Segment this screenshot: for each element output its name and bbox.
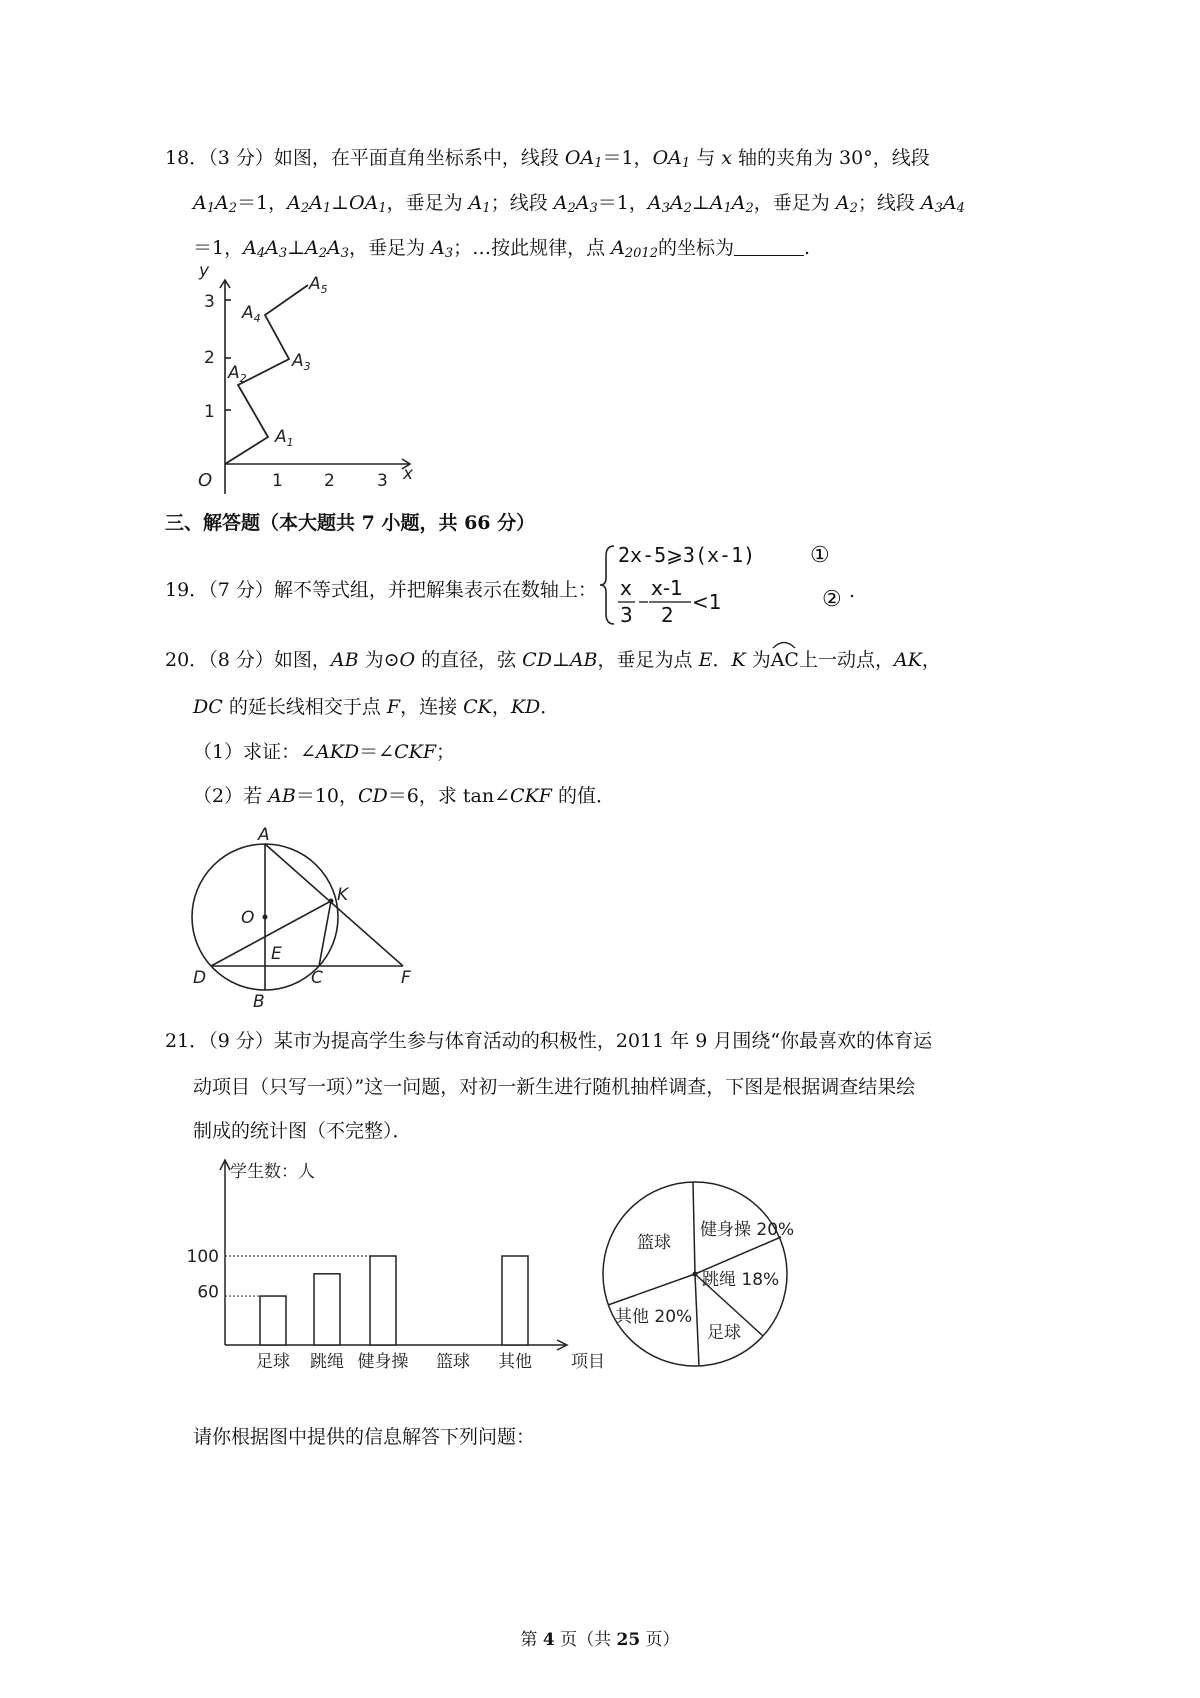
pie-label-aerobics: 健身操 20% xyxy=(700,1220,795,1240)
q20-text: 为 xyxy=(745,649,771,671)
math: $A_3A_2$ xyxy=(647,192,692,216)
math-oa1: $OA_1$ xyxy=(564,147,603,171)
arc-label: AC xyxy=(770,649,799,671)
origin-label: O xyxy=(198,470,213,491)
math: KD xyxy=(510,696,541,718)
q18-text: ，垂足为 xyxy=(753,192,836,214)
q20-text: ，垂足为点 xyxy=(597,649,699,671)
q18-text: ＝1， xyxy=(237,192,288,214)
q18-line1 xyxy=(165,146,930,170)
q18-coordinate-figure xyxy=(190,262,430,497)
ineq2-3: 3 xyxy=(620,603,633,627)
y-tick-3: 3 xyxy=(204,292,215,312)
q20-text: ，连接 xyxy=(400,696,464,718)
q20-part2 xyxy=(193,784,615,808)
inequality-2-mark: ② xyxy=(822,587,842,612)
x-tick-3: 3 xyxy=(377,471,388,491)
q18-text: ＝1， xyxy=(193,237,244,259)
point-a4: $A_4$ xyxy=(242,303,261,325)
q21-ask: 请你根据图中提供的信息解答下列问题： xyxy=(193,1426,536,1448)
math: E xyxy=(698,649,713,671)
math: CD xyxy=(358,785,388,807)
math-oa1: $OA_1$ xyxy=(652,147,691,171)
q19-end: . xyxy=(849,580,856,602)
label-e: E xyxy=(271,944,282,964)
math: $A_2A_3$ xyxy=(553,192,598,216)
q20-circle-figure xyxy=(185,825,430,1015)
line-ck xyxy=(319,901,331,966)
q18-text: ＝1， xyxy=(602,147,653,169)
label-d: D xyxy=(193,968,207,988)
pie-chart xyxy=(600,1175,820,1375)
q18-text: ；线段 xyxy=(490,192,554,214)
math: CKF xyxy=(510,785,552,807)
bar-category-0: 足球 xyxy=(256,1352,290,1372)
q20-text: ， xyxy=(921,649,941,671)
math: $A_1$ xyxy=(468,192,491,216)
pie-divider-football-other xyxy=(695,1274,699,1366)
point-a3: $A_3$ xyxy=(292,351,311,373)
arc-ac xyxy=(771,648,799,672)
label-b: B xyxy=(253,992,265,1012)
q20-text: 为⊙ xyxy=(358,649,400,671)
bar-category-2: 健身操 xyxy=(357,1352,409,1372)
q21-line3: 制成的统计图（不完整）． xyxy=(193,1120,412,1142)
q20-text: ＝10， xyxy=(295,785,359,807)
pie-label-rope: 跳绳 18% xyxy=(702,1270,780,1290)
q18-score: （3 分） xyxy=(208,147,274,169)
q20-number: 20． xyxy=(165,649,209,671)
q20-text: 的直径，弦 xyxy=(415,649,523,671)
page-number: 4 xyxy=(542,1630,555,1650)
q19-score: （7 分） xyxy=(208,579,274,601)
bar-chart xyxy=(185,1150,605,1380)
math: $A_2$ xyxy=(835,192,858,216)
y-axis-label: y xyxy=(199,261,210,281)
math: CD xyxy=(522,649,552,671)
q21-line1 xyxy=(165,1029,932,1053)
q20-line1 xyxy=(165,648,941,672)
label-k: K xyxy=(337,885,349,905)
math: $A_3A_4$ xyxy=(920,192,965,216)
q18-text: ，垂足为 xyxy=(349,237,432,259)
bar-y-tick-1: 100 xyxy=(186,1247,219,1267)
q18-text: ＝1， xyxy=(597,192,648,214)
math: AB xyxy=(330,649,359,671)
math: DC xyxy=(193,696,223,718)
q18-text: ⊥ xyxy=(287,237,305,259)
math: $A_{2012}$ xyxy=(611,237,658,261)
math: AKD xyxy=(316,741,360,763)
q18-text: ，垂足为 xyxy=(386,192,469,214)
inequality-2 xyxy=(615,575,745,627)
x-tick-2: 2 xyxy=(324,471,335,491)
math: AB xyxy=(268,785,296,807)
page-footer xyxy=(0,1625,1200,1650)
q19-number: 19． xyxy=(165,579,209,601)
bar-4 xyxy=(502,1256,528,1345)
math: $A_1A_2$ xyxy=(709,192,754,216)
footer-text: 第 xyxy=(520,1630,543,1650)
point-a5: $A_5$ xyxy=(309,274,328,296)
center-dot xyxy=(263,915,268,920)
q18-text: . xyxy=(803,237,811,259)
q20-text: 如图， xyxy=(273,649,331,671)
q18-text: ⊥ xyxy=(331,192,350,214)
math: $A_4A_3$ xyxy=(243,237,288,261)
q19-text: 解不等式组，并把解集表示在数轴上： xyxy=(273,579,597,601)
ineq2-rest: <1 xyxy=(692,590,722,614)
q18-text: 的坐标为 xyxy=(657,237,734,259)
ineq2-numerator: x-1 xyxy=(651,576,683,600)
q20-text: 上一动点， xyxy=(798,649,894,671)
q18-text: ⊥ xyxy=(691,192,710,214)
bar-y-tick-0: 60 xyxy=(197,1282,219,1303)
q21-number: 21． xyxy=(165,1030,209,1052)
math: F xyxy=(386,696,401,718)
bar-0 xyxy=(260,1296,286,1345)
q20-text: ． xyxy=(540,696,560,718)
q20-text: 的值． xyxy=(551,785,616,807)
label-a: A xyxy=(258,825,270,845)
line-af xyxy=(265,844,403,966)
bar-y-label: 学生数：人 xyxy=(230,1162,315,1182)
math: AB xyxy=(569,649,598,671)
q21-text: 某市为提高学生参与体育活动的积极性，2011 年 9 月围绕“你最喜欢的体育运 xyxy=(273,1030,933,1052)
bar-1 xyxy=(314,1274,340,1345)
inequality-1-mark: ① xyxy=(810,543,830,568)
q18-text: ；线段 xyxy=(857,192,921,214)
q20-text: ， xyxy=(491,696,511,718)
q20-score: （8 分） xyxy=(208,649,274,671)
q20-text: 的延长线相交于点 xyxy=(222,696,387,718)
q18-line3 xyxy=(193,236,810,260)
ineq2-x: x xyxy=(620,576,632,600)
math: $A_2A_3$ xyxy=(305,237,350,261)
y-tick-2: 2 xyxy=(204,348,215,368)
pie-divider-basketball-aerobics xyxy=(693,1182,695,1274)
pie-label-other: 其他 20% xyxy=(615,1307,693,1327)
math: $A_3$ xyxy=(431,237,454,261)
q20-text: （2）若 xyxy=(193,785,269,807)
math: AK xyxy=(893,649,922,671)
math: CK xyxy=(463,696,492,718)
x-axis-label: x xyxy=(403,464,414,484)
q20-line2 xyxy=(193,695,559,719)
q18-text: 与 xyxy=(690,147,722,169)
q18-text: ；…按此规律，点 xyxy=(453,237,612,259)
pie-center xyxy=(693,1272,698,1277)
math: O xyxy=(399,649,416,671)
footer-text: 页（共 xyxy=(554,1630,617,1650)
q18-line2 xyxy=(193,191,965,215)
pie-divider-aerobics-rope xyxy=(695,1237,781,1274)
q20-text: （1）求证：∠ xyxy=(193,741,317,763)
label-o: O xyxy=(241,908,255,928)
point-a1: $A_1$ xyxy=(275,427,294,449)
math: CKF xyxy=(394,741,437,763)
label-c: C xyxy=(311,968,323,988)
q18-number: 18． xyxy=(165,147,209,169)
bar-2 xyxy=(370,1256,396,1345)
q20-text: ； xyxy=(436,741,456,763)
q21-line2: 动项目（只写一项）”这一问题，对初一新生进行随机抽样调查，下图是根据调查结果绘 xyxy=(193,1076,916,1098)
label-f: F xyxy=(401,968,411,988)
q20-text: ⊥ xyxy=(551,649,570,671)
pie-label-basketball: 篮球 xyxy=(637,1233,671,1253)
q21-score: （9 分） xyxy=(208,1030,274,1052)
q18-text: 如图，在平面直角坐标系中，线段 xyxy=(273,147,565,169)
q20-part1 xyxy=(193,740,455,764)
answer-blank xyxy=(734,237,804,256)
y-tick-1: 1 xyxy=(204,402,215,422)
q20-text: ． xyxy=(712,649,732,671)
x-tick-1: 1 xyxy=(272,471,283,491)
bar-category-1: 跳绳 xyxy=(310,1352,344,1372)
math: $A_1A_2$ xyxy=(193,192,238,216)
q18-text: 轴的夹角为 30°，线段 xyxy=(731,147,930,169)
ineq2-denominator: 2 xyxy=(661,603,674,627)
total-pages: 25 xyxy=(616,1630,641,1650)
math: $OA_1$ xyxy=(349,192,387,216)
footer-text: 页） xyxy=(640,1630,680,1650)
pie-divider-other-basketball xyxy=(608,1274,695,1305)
pie-label-football: 足球 xyxy=(707,1323,741,1343)
math-x: x xyxy=(721,147,732,169)
inequality-1: 2x-5⩾3(x-1) xyxy=(618,543,756,567)
math: K xyxy=(731,649,746,671)
point-a2: $A_2$ xyxy=(228,363,247,385)
bar-x-label: 项目 xyxy=(571,1352,605,1372)
q20-text: ＝6，求 tan∠ xyxy=(387,785,511,807)
section-title: 三、解答题（本大题共 7 小题，共 66 分） xyxy=(165,512,536,534)
bar-category-3: 篮球 xyxy=(436,1352,470,1372)
point-k-dot xyxy=(329,899,334,904)
q19-line xyxy=(165,578,597,602)
q20-text: ＝∠ xyxy=(359,741,395,763)
math: $A_2A_1$ xyxy=(287,192,332,216)
bar-category-4: 其他 xyxy=(498,1352,532,1372)
